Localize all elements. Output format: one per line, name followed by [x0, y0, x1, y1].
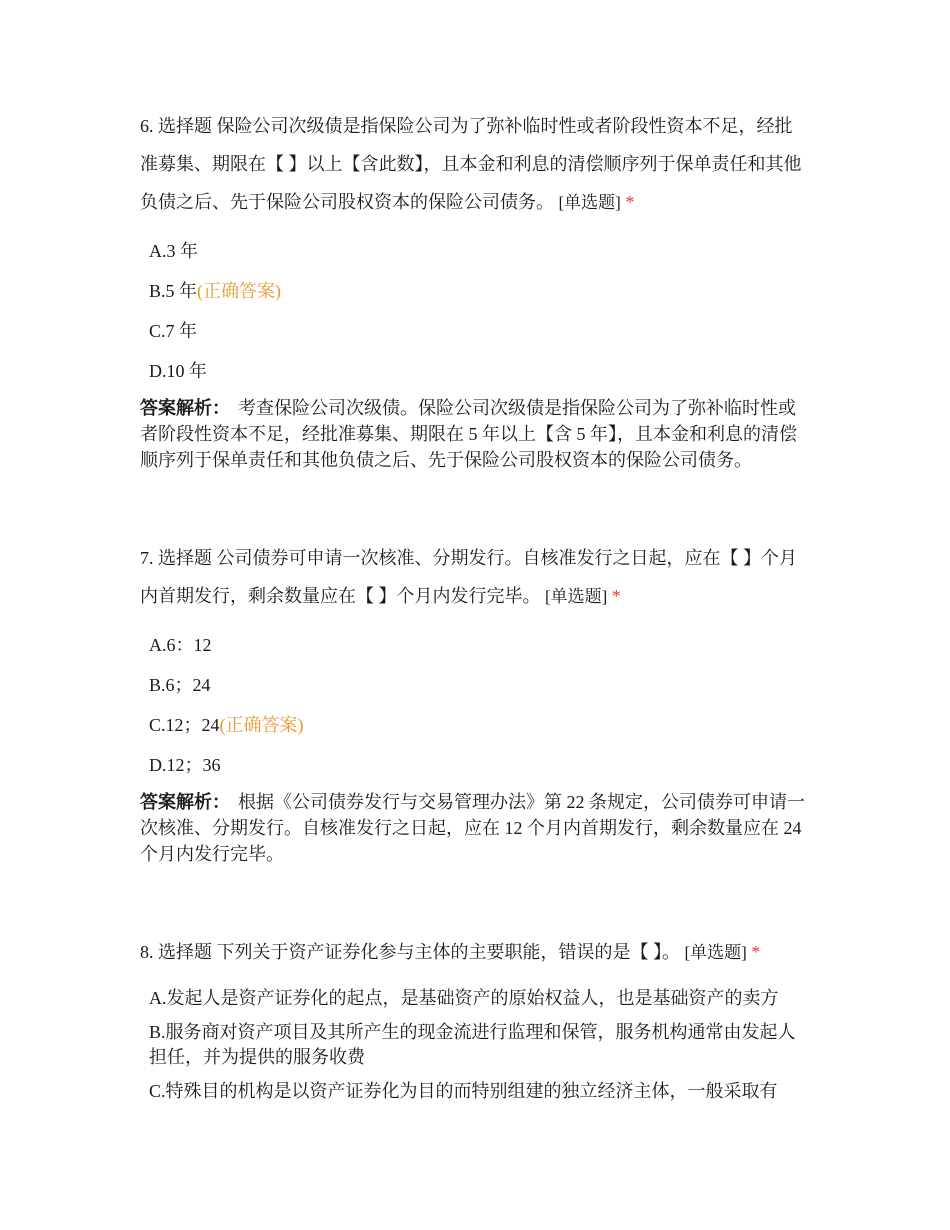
option-b[interactable] — [149, 665, 810, 705]
option-text: D.12；36 — [149, 755, 221, 775]
option-a[interactable] — [149, 625, 810, 665]
question-stem — [140, 539, 810, 616]
options-list — [140, 625, 810, 785]
option-a[interactable] — [149, 231, 810, 271]
option-text: A.3 年 — [149, 241, 198, 261]
required-mark: * — [625, 192, 635, 212]
question-7 — [140, 539, 810, 867]
option-b[interactable] — [149, 1020, 810, 1070]
option-text: B.6；24 — [149, 675, 211, 695]
option-text: C.特殊目的机构是以资产证券化为目的而特别组建的独立经济主体，一般采取有 — [149, 1081, 778, 1101]
analysis-text: 考查保险公司次级债。保险公司次级债是指保险公司为了弥补临时性或者阶段性资本不足，经批准募集、期限在 5 年以上【含 5 年】，且本金和利息的清偿顺序列于保单责任和其他负债之后、先于保险公司股权资本的保险公司债务。 — [140, 398, 797, 470]
option-text: B.5 年 — [149, 281, 198, 301]
question-type-label: [单选题] — [558, 193, 621, 212]
question-type-prefix: 选择题 — [158, 548, 212, 568]
analysis-text: 根据《公司债券发行与交易管理办法》第 22 条规定，公司债券可申请一次核准、分期发行。自核准发行之日起，应在 12 个月内首期发行，剩余数量应在 24 个月内发行完毕。 — [140, 792, 805, 864]
option-d[interactable] — [149, 745, 810, 785]
option-a[interactable] — [149, 986, 810, 1011]
correct-answer-note: (正确答案) — [219, 715, 304, 735]
question-number: 7. — [140, 548, 154, 568]
answer-analysis — [140, 395, 810, 473]
question-6 — [140, 107, 810, 473]
question-stem — [140, 933, 810, 972]
question-number: 8. — [140, 942, 154, 962]
analysis-label: 答案解析： — [140, 398, 230, 418]
correct-answer-note: (正确答案) — [197, 281, 282, 301]
option-c[interactable] — [149, 705, 810, 745]
option-text: D.10 年 — [149, 361, 207, 381]
option-text: C.7 年 — [149, 321, 198, 341]
question-type-prefix: 选择题 — [158, 116, 212, 136]
analysis-label: 答案解析： — [140, 792, 230, 812]
required-mark: * — [611, 586, 621, 606]
option-c[interactable] — [149, 311, 810, 351]
option-text: A.发起人是资产证券化的起点，是基础资产的原始权益人，也是基础资产的卖方 — [149, 988, 779, 1008]
question-8 — [140, 933, 810, 1113]
question-stem-text: 下列关于资产证券化参与主体的主要职能，错误的是【 】。 — [216, 942, 680, 962]
option-b[interactable] — [149, 271, 810, 311]
option-text: C.12；24 — [149, 715, 220, 735]
options-list — [140, 231, 810, 391]
option-d[interactable] — [149, 351, 810, 391]
question-type-label: [单选题] — [684, 943, 747, 962]
question-type-label: [单选题] — [545, 587, 608, 606]
options-list — [140, 986, 810, 1104]
question-stem-text: 保险公司次级债是指保险公司为了弥补临时性或者阶段性资本不足，经批准募集、期限在【 】以上【含此数】，且本金和利息的清偿顺序列于保单责任和其他负债之后、先于保险公司股权资本的保险公司债务。 — [140, 116, 802, 212]
question-stem — [140, 107, 810, 222]
question-number: 6. — [140, 116, 154, 136]
option-c[interactable] — [149, 1079, 810, 1104]
required-mark: * — [751, 942, 761, 962]
option-text: A.6：12 — [149, 635, 212, 655]
option-text: B.服务商对资产项目及其所产生的现金流进行监理和保管，服务机构通常由发起人担任，并为提供的服务收费 — [149, 1022, 796, 1067]
answer-analysis — [140, 789, 810, 867]
question-type-prefix: 选择题 — [158, 942, 212, 962]
question-stem-text: 公司债券可申请一次核准、分期发行。自核准发行之日起，应在【 】个月内首期发行，剩余数量应在【 】个月内发行完毕。 — [140, 548, 797, 606]
